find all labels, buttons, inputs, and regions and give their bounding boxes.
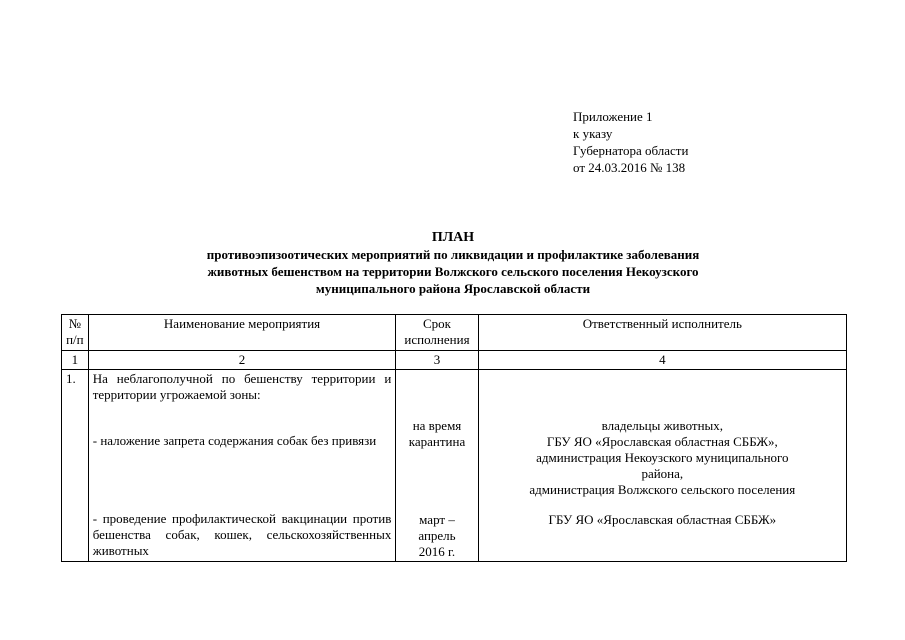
responsible-line: администрация Некоузского муниципального <box>536 450 789 465</box>
header-num <box>62 315 89 351</box>
row-responsible-cell <box>478 370 846 562</box>
header-term-line: Срок <box>422 316 451 331</box>
row-item-term: апрель <box>418 528 456 543</box>
appendix-line: к указу <box>573 126 613 141</box>
title-line: муниципального района Ярославской области <box>315 281 591 296</box>
row-item-term: 2016 г. <box>418 544 456 559</box>
row-item-term: карантина <box>408 434 466 449</box>
row-item-term: март – <box>419 512 455 527</box>
header-term-line: исполнения <box>404 332 470 347</box>
title-line: противоэпизоотических мероприятий по ликвидации и профилактике заболевания <box>206 247 700 262</box>
row-item-name: - проведение профилактической вакцинации против бешенства собак, кошек, сельскохозяйственных животных <box>92 511 392 558</box>
index-cell: 4 <box>478 351 846 370</box>
title-line: животных бешенством на территории Волжского сельского поселения Некоузского <box>207 264 699 279</box>
header-num-line: № <box>68 316 82 331</box>
responsible-line: администрация Волжского сельского поселения <box>529 482 796 497</box>
table-row <box>62 370 847 562</box>
header-term <box>396 315 478 351</box>
appendix-line: Приложение 1 <box>573 109 653 124</box>
table-header-row <box>62 315 847 351</box>
index-cell: 2 <box>88 351 396 370</box>
appendix-line: Губернатора области <box>573 143 689 158</box>
table-index-row <box>62 351 847 370</box>
appendix-block <box>573 108 688 176</box>
responsible-line: ГБУ ЯО «Ярославская областная СББЖ», <box>546 434 778 449</box>
header-responsible: Ответственный исполнитель <box>478 315 846 351</box>
row-intro: На неблагополучной по бешенству территории и территории угрожаемой зоны: <box>92 371 392 402</box>
plan-table <box>61 314 847 562</box>
index-cell: 1 <box>62 351 89 370</box>
row-term-cell <box>396 370 478 562</box>
row-item-name: - наложение запрета содержания собак без привязи <box>92 433 377 448</box>
header-name: Наименование мероприятия <box>88 315 396 351</box>
row-name-cell <box>88 370 396 562</box>
appendix-line: от 24.03.2016 № 138 <box>573 160 686 175</box>
row-item-term: на время <box>412 418 462 433</box>
title-main: ПЛАН <box>431 230 475 245</box>
header-num-line: п/п <box>66 332 84 347</box>
responsible-line: ГБУ ЯО «Ярославская областная СББЖ» <box>548 512 777 527</box>
document-title <box>60 229 846 297</box>
row-number: 1. <box>62 370 89 562</box>
responsible-line: владельцы животных, <box>601 418 724 433</box>
responsible-line: района, <box>641 466 684 481</box>
index-cell: 3 <box>396 351 478 370</box>
